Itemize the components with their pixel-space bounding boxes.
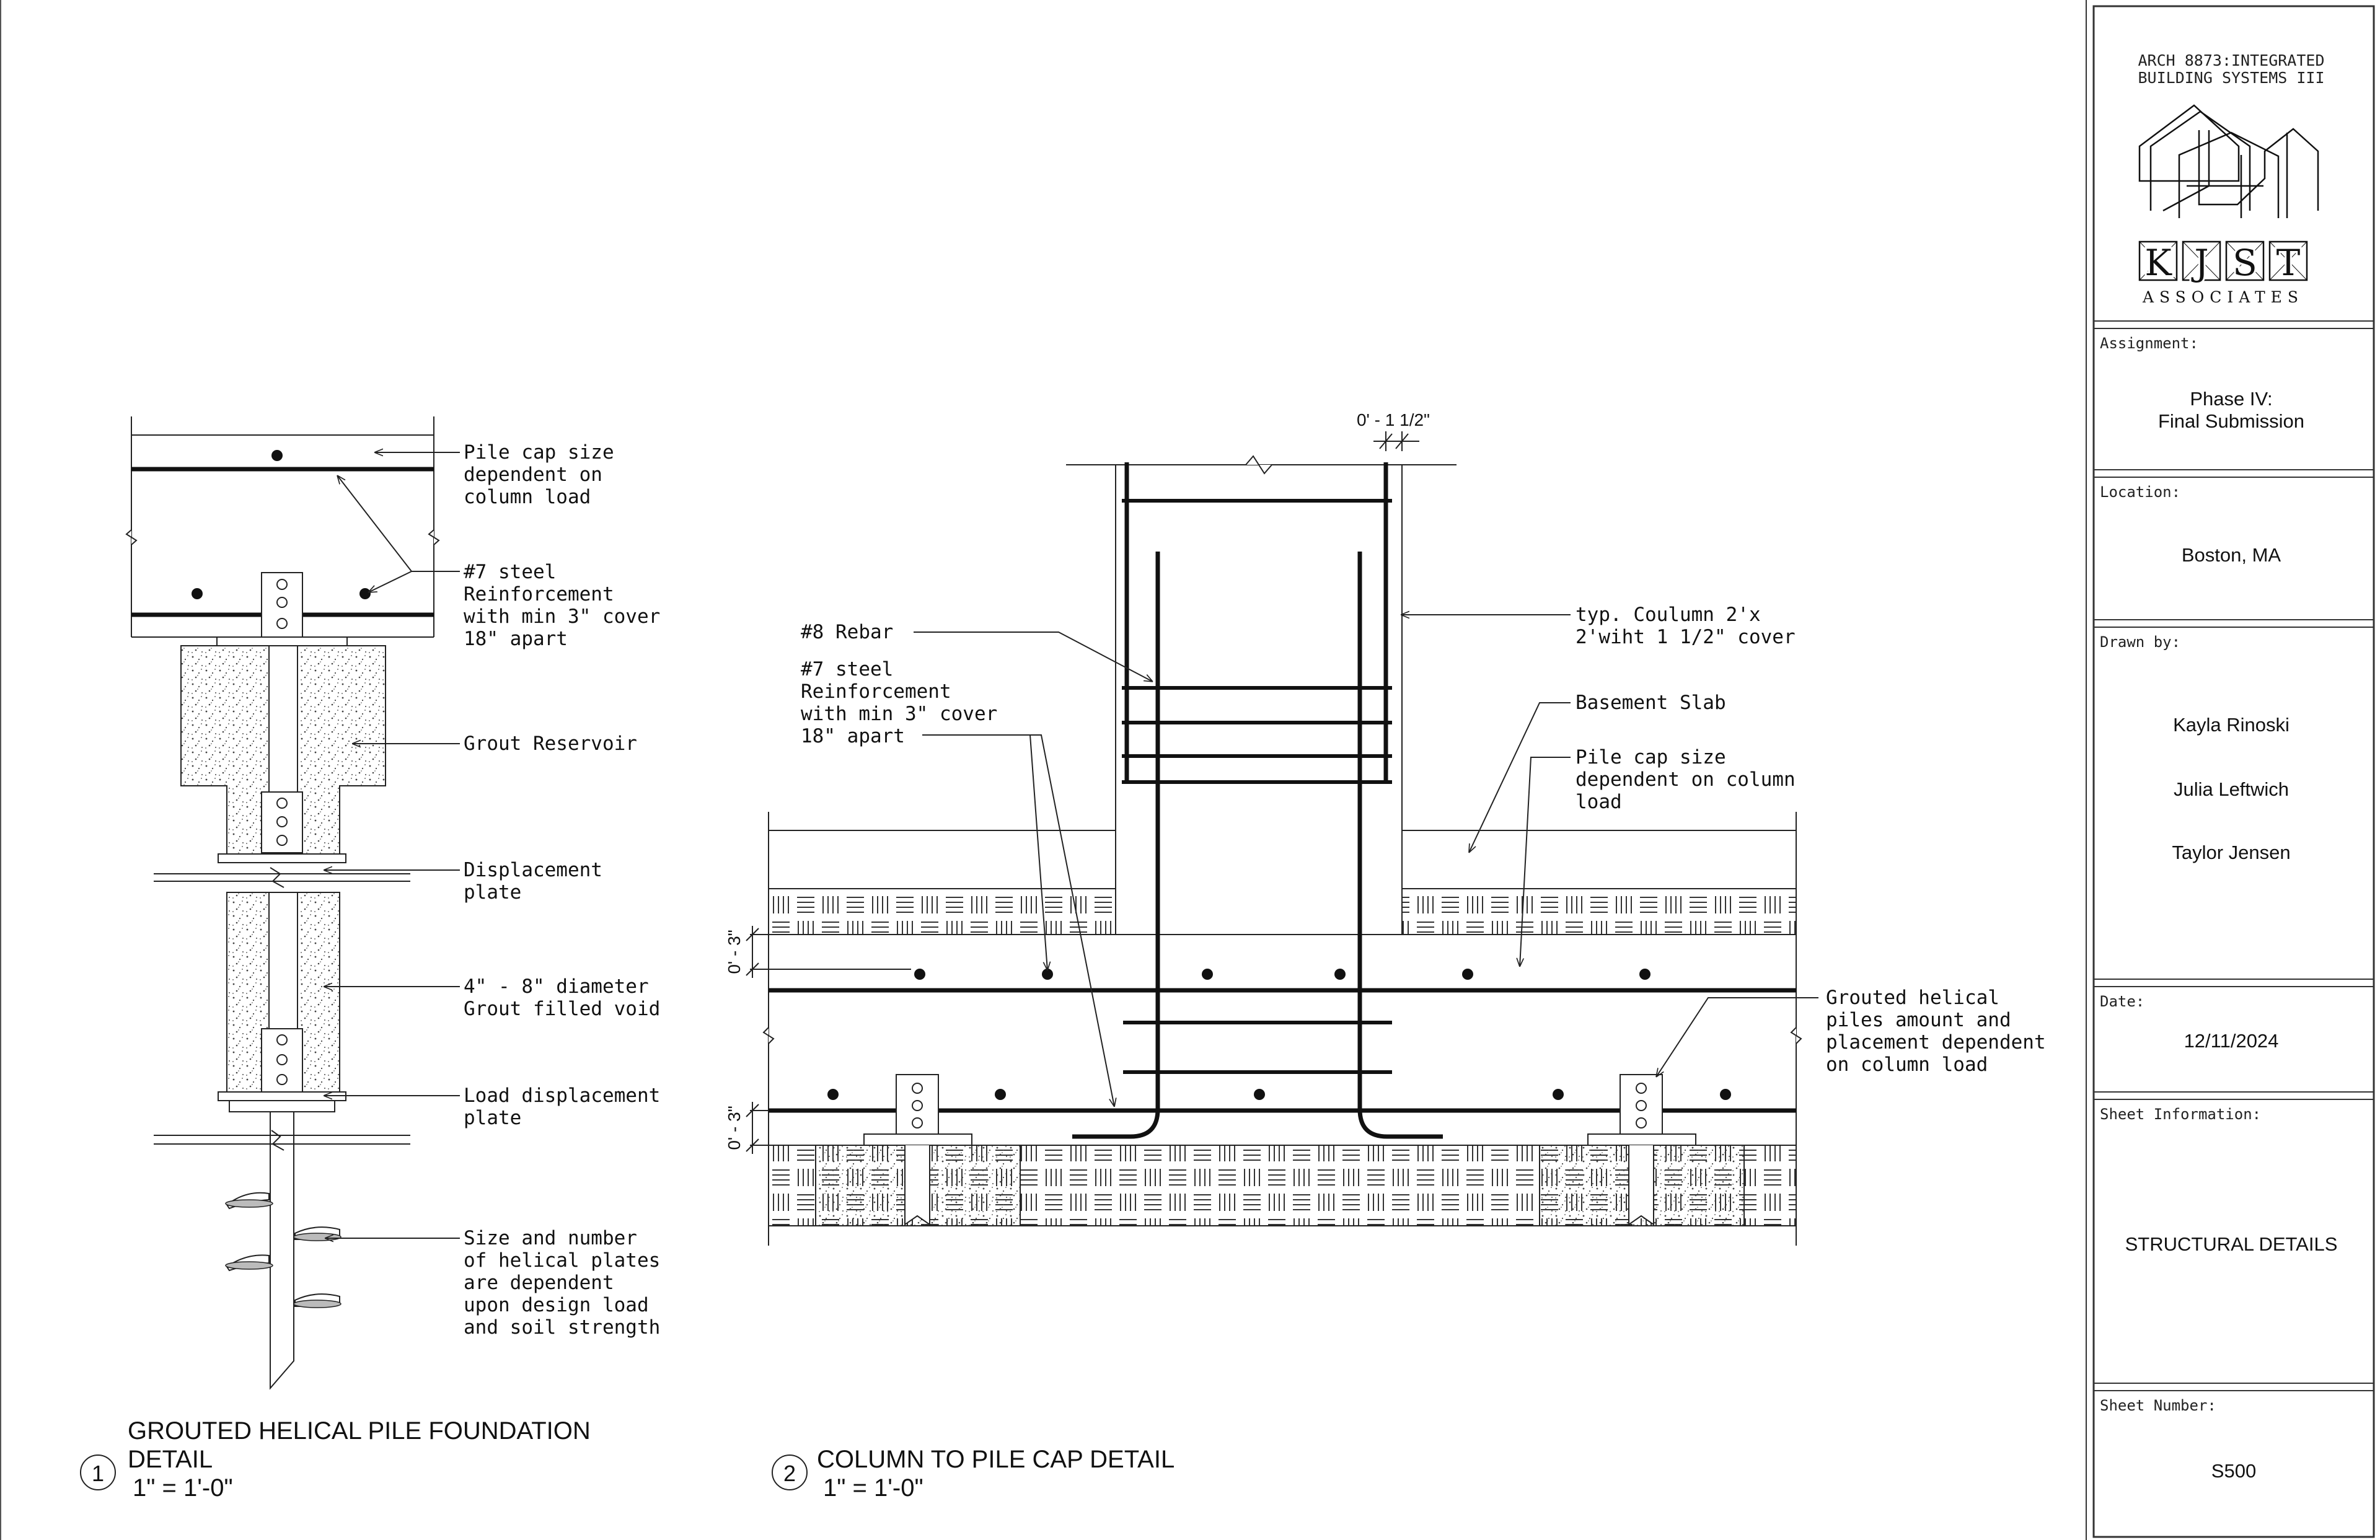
dim-column-cover: 0' - 1 1/2" (1356, 410, 1430, 429)
drawn-by-label: Drawn by: (2100, 633, 2181, 651)
sheet-number-value: S500 (2211, 1460, 2257, 1482)
drawn-by-name: Julia Leftwich (2173, 778, 2290, 800)
rebar-dot (271, 450, 283, 461)
rebar-dot (359, 588, 371, 599)
date-value: 12/11/2024 (2184, 1030, 2279, 1052)
gravel-layer (769, 889, 1116, 935)
title-block (2086, 0, 2374, 1540)
helical-shaft (270, 1112, 294, 1388)
column-pile-cap-detail (725, 410, 2046, 1502)
logo-letter: J (2194, 242, 2209, 284)
detail-scale: 1" = 1'-0" (823, 1474, 923, 1502)
note-displacement-plate: Displacement plate (464, 859, 602, 904)
location-value: Boston, MA (2181, 544, 2281, 566)
dim-upper-cover: 0' - 3" (725, 930, 744, 974)
rebar-dot (192, 588, 203, 599)
dim-lower-cover: 0' - 3" (725, 1106, 744, 1150)
sheet-number-label: Sheet Number: (2100, 1397, 2216, 1414)
drawn-by-name: Kayla Rinoski (2173, 714, 2290, 736)
sheet-info-value: STRUCTURAL DETAILS (2125, 1233, 2338, 1255)
note-pile-cap-size: Pile cap size dependent on column load (464, 441, 614, 508)
logo-letter: T (2276, 242, 2301, 284)
note-7-steel: #7 steel Reinforcement with min 3" cover 18" apart (801, 658, 998, 747)
note-load-displacement-plate: Load displacement plate (464, 1085, 661, 1129)
note-8-rebar: #8 Rebar (801, 621, 894, 643)
pile-coupler (262, 792, 302, 853)
note-grout-reservoir: Grout Reservoir (464, 733, 637, 755)
note-helical-plates: Size and number of helical plates are dependent upon design load and soil strength (464, 1227, 661, 1339)
pile-head-bracket (262, 573, 302, 637)
cap-bearing-plate (217, 637, 347, 646)
detail-title: COLUMN TO PILE CAP DETAIL (817, 1446, 1175, 1473)
helical-pile-right (1540, 1075, 1744, 1226)
helical-plate (226, 1255, 273, 1270)
helical-pile-left (816, 1075, 1020, 1226)
note-steel-reinforcement: #7 steel Reinforcement with min 3" cover 18" apart (464, 561, 661, 650)
note-basement-slab: Basement Slab (1576, 692, 1726, 714)
note-grout-filled-void: 4" - 8" diameter Grout filled void (464, 975, 661, 1020)
detail-title: GROUTED HELICAL PILE FOUNDATION DETAIL (128, 1417, 591, 1473)
detail-scale: 1" = 1'-0" (133, 1474, 233, 1502)
drawn-by-name: Taylor Jensen (2172, 842, 2291, 863)
note-pile-cap-size: Pile cap size dependent on column load (1576, 746, 1796, 813)
sheet-info-label: Sheet Information: (2100, 1106, 2262, 1123)
assignment-value: Phase IV: Final Submission (2157, 388, 2305, 432)
helical-pile-detail (81, 416, 660, 1502)
helical-plate (294, 1294, 341, 1308)
detail-number: 2 (783, 1461, 796, 1486)
date-label: Date: (2100, 993, 2145, 1010)
location-label: Location: (2100, 483, 2181, 501)
note-column: typ. Coulumn 2'x 2'wiht 1 1/2" cover (1576, 604, 1796, 648)
logo-letter: S (2232, 242, 2257, 284)
helical-plate (226, 1193, 273, 1208)
assignment-label: Assignment: (2100, 335, 2198, 352)
logo-letter: K (2144, 242, 2172, 284)
pile-coupler (262, 1029, 302, 1092)
course-title: ARCH 8873:INTEGRATED BUILDING SYSTEMS III (2138, 51, 2325, 87)
note-grouted-helical: Grouted helical piles amount and placement dependent on column load (1826, 987, 2046, 1076)
detail-number: 1 (91, 1461, 105, 1486)
gravel-layer (1402, 889, 1796, 935)
displacement-plate (218, 854, 346, 863)
logo-subtitle: ASSOCIATES (2142, 288, 2304, 306)
